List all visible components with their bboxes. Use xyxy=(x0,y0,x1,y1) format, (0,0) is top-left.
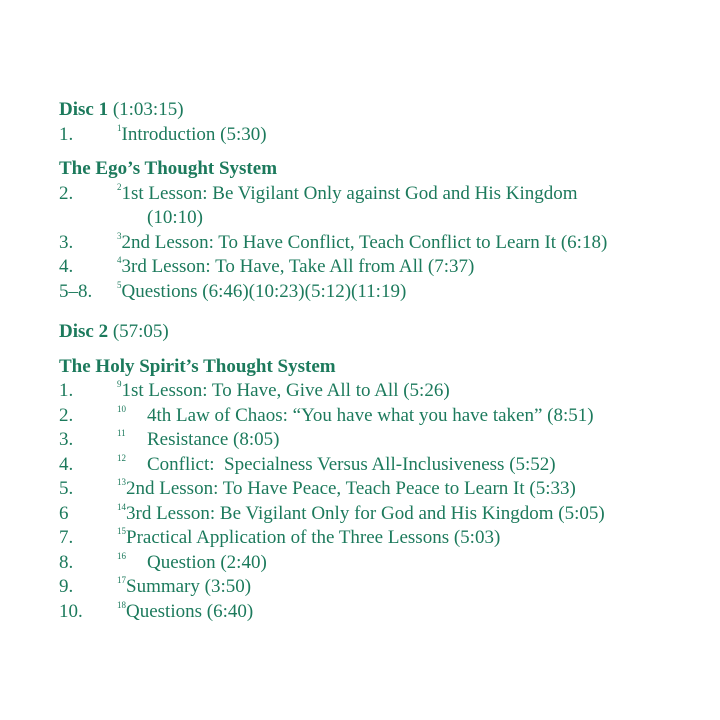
track-number: 5–8. xyxy=(59,280,93,302)
track-title: Questions (6:40) xyxy=(126,600,254,622)
track-row xyxy=(59,502,699,527)
track-footnote-marker: 1 xyxy=(117,122,122,133)
track-title: Resistance (8:05) xyxy=(147,429,280,450)
track-title: 1st Lesson: Be Vigilant Only against God and His Kingdom xyxy=(121,182,578,204)
track-body xyxy=(117,280,699,305)
track-number: 3. xyxy=(59,231,74,253)
track-title-continuation: (10:10) xyxy=(147,207,203,228)
track-body xyxy=(117,123,699,148)
track-footnote-marker: 14 xyxy=(117,501,126,512)
track-title: Practical Application of the Three Lessons (5:03) xyxy=(126,527,501,548)
track-footnote-marker: 12 xyxy=(117,452,126,463)
track-row xyxy=(59,575,699,600)
track-number: 2. xyxy=(59,404,74,426)
track-title: Conflict: Specialness Versus All-Inclusiveness (5:52) xyxy=(147,453,556,475)
track-title: Questions (6:46)(10:23)(5:12)(11:19) xyxy=(121,280,407,302)
track-footnote-marker: 11 xyxy=(117,428,126,438)
track-row xyxy=(59,551,699,576)
disc-1-header xyxy=(59,98,699,123)
track-body xyxy=(117,477,699,502)
track-number: 7. xyxy=(59,527,74,548)
track-body xyxy=(117,255,699,280)
track-title: 1st Lesson: To Have, Give All to All (5:26) xyxy=(121,380,450,401)
track-body xyxy=(117,404,699,429)
track-number: 3. xyxy=(59,429,74,450)
track-footnote-marker: 15 xyxy=(117,526,126,536)
disc-2-header xyxy=(59,320,699,345)
track-title: 2nd Lesson: To Have Conflict, Teach Conflict to Learn It (6:18) xyxy=(121,231,608,253)
track-footnote-marker: 17 xyxy=(117,575,126,585)
track-listing xyxy=(59,98,699,624)
track-body xyxy=(117,600,699,625)
track-body xyxy=(117,551,699,576)
disc-1-label: Disc 1 xyxy=(59,99,109,120)
track-number: 8. xyxy=(59,551,74,573)
track-footnote-marker: 5 xyxy=(117,279,122,290)
track-footnote-marker: 13 xyxy=(117,477,126,487)
track-number: 1. xyxy=(59,380,74,401)
track-title: 4th Law of Chaos: “You have what you have taken” (8:51) xyxy=(147,404,594,426)
track-footnote-marker: 16 xyxy=(117,550,126,561)
track-number: 5. xyxy=(59,478,74,499)
track-footnote-marker: 2 xyxy=(117,181,122,192)
track-title: 2nd Lesson: To Have Peace, Teach Peace to Learn It (5:33) xyxy=(126,478,576,499)
track-title: Question (2:40) xyxy=(147,551,267,573)
track-row xyxy=(59,526,699,551)
track-body xyxy=(117,182,699,231)
track-footnote-marker: 18 xyxy=(117,599,126,610)
track-title: Summary (3:50) xyxy=(126,576,252,597)
track-footnote-marker: 4 xyxy=(117,255,122,265)
track-title: Introduction (5:30) xyxy=(121,123,267,145)
spacer xyxy=(59,345,699,355)
track-title: 3rd Lesson: To Have, Take All from All (7:37) xyxy=(121,256,475,277)
track-footnote-marker: 10 xyxy=(117,403,126,414)
track-body xyxy=(117,428,699,453)
track-number: 10. xyxy=(59,600,83,622)
track-number: 9. xyxy=(59,576,74,597)
track-row xyxy=(59,404,699,429)
track-body xyxy=(117,453,699,478)
section-title-holy-spirit: The Holy Spirit’s Thought System xyxy=(59,355,336,377)
track-title: 3rd Lesson: Be Vigilant Only for God and His Kingdom (5:05) xyxy=(126,502,605,524)
disc-2-duration: (57:05) xyxy=(112,321,169,342)
track-row xyxy=(59,600,699,625)
track-body xyxy=(117,379,699,404)
track-row xyxy=(59,255,699,280)
track-row xyxy=(59,428,699,453)
section-title-ego: The Ego’s Thought System xyxy=(59,158,278,179)
track-row xyxy=(59,453,699,478)
spacer xyxy=(59,147,699,157)
disc-1-duration: (1:03:15) xyxy=(112,99,184,120)
track-number: 6 xyxy=(59,502,69,524)
track-body xyxy=(117,502,699,527)
track-number: 4. xyxy=(59,256,74,277)
track-row xyxy=(59,280,699,305)
track-number: 4. xyxy=(59,453,74,475)
track-body xyxy=(117,231,699,256)
track-row xyxy=(59,182,699,231)
disc-2-label: Disc 2 xyxy=(59,321,109,342)
track-row xyxy=(59,123,699,148)
track-body xyxy=(117,526,699,551)
track-row xyxy=(59,379,699,404)
track-footnote-marker: 3 xyxy=(117,230,122,241)
spacer xyxy=(59,304,699,320)
track-footnote-marker: 9 xyxy=(117,379,122,389)
track-number: 1. xyxy=(59,123,74,145)
track-number: 2. xyxy=(59,182,74,204)
track-row xyxy=(59,477,699,502)
track-row xyxy=(59,231,699,256)
track-body xyxy=(117,575,699,600)
